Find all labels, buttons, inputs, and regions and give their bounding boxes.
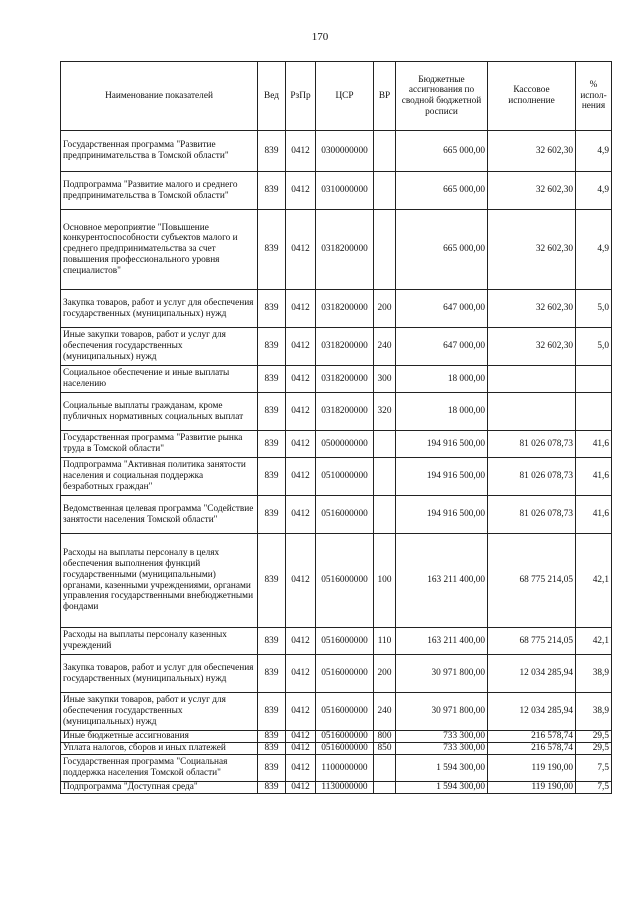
cell-rzpr: 0412	[286, 210, 316, 290]
cell-name: Закупка товаров, работ и услуг для обеспечения государственных (муниципальных) нужд	[61, 290, 258, 328]
cell-vr: 850	[374, 743, 396, 755]
cell-cash: 81 026 078,73	[488, 431, 576, 458]
cell-cash: 119 190,00	[488, 755, 576, 782]
cell-csr: 0300000000	[316, 131, 374, 172]
header-ved: Вед	[258, 62, 286, 131]
cell-name: Ведомственная целевая программа "Содействие занятости населения Томской области"	[61, 496, 258, 534]
table-row	[61, 628, 612, 655]
cell-percent	[576, 366, 612, 393]
cell-budget: 733 300,00	[396, 731, 488, 743]
cell-percent: 41,6	[576, 458, 612, 496]
header-csr: ЦСР	[316, 62, 374, 131]
cell-budget: 665 000,00	[396, 210, 488, 290]
cell-percent: 41,6	[576, 496, 612, 534]
cell-percent: 38,9	[576, 693, 612, 731]
table-row	[61, 366, 612, 393]
cell-name: Подпрограмма "Активная политика занятости населения и социальная поддержка безработных граждан"	[61, 458, 258, 496]
cell-rzpr: 0412	[286, 755, 316, 782]
table-row	[61, 290, 612, 328]
cell-csr: 0310000000	[316, 172, 374, 210]
cell-budget: 30 971 800,00	[396, 693, 488, 731]
cell-csr: 0318200000	[316, 210, 374, 290]
table-row	[61, 534, 612, 628]
cell-name: Иные закупки товаров, работ и услуг для обеспечения государственных (муниципальных) нужд	[61, 693, 258, 731]
cell-percent: 41,6	[576, 431, 612, 458]
cell-budget: 647 000,00	[396, 328, 488, 366]
cell-ved: 839	[258, 431, 286, 458]
cell-cash	[488, 393, 576, 431]
cell-cash: 32 602,30	[488, 328, 576, 366]
cell-vr	[374, 782, 396, 794]
cell-csr: 1130000000	[316, 782, 374, 794]
cell-percent: 38,9	[576, 655, 612, 693]
cell-budget: 647 000,00	[396, 290, 488, 328]
cell-name: Расходы на выплаты персоналу казенных учреждений	[61, 628, 258, 655]
header-budget: Бюджетные ассигнования по сводной бюджетной росписи	[396, 62, 488, 131]
cell-ved: 839	[258, 328, 286, 366]
cell-cash: 32 602,30	[488, 131, 576, 172]
cell-rzpr: 0412	[286, 290, 316, 328]
table-row	[61, 458, 612, 496]
header-percent: % испол-нения	[576, 62, 612, 131]
cell-budget: 1 594 300,00	[396, 755, 488, 782]
cell-cash: 12 034 285,94	[488, 655, 576, 693]
cell-budget: 18 000,00	[396, 366, 488, 393]
cell-csr: 0516000000	[316, 693, 374, 731]
table-header-row	[61, 62, 612, 131]
cell-vr	[374, 431, 396, 458]
cell-percent: 5,0	[576, 290, 612, 328]
cell-percent: 4,9	[576, 131, 612, 172]
cell-vr	[374, 496, 396, 534]
cell-name: Подпрограмма "Доступная среда"	[61, 782, 258, 794]
cell-rzpr: 0412	[286, 782, 316, 794]
cell-ved: 839	[258, 534, 286, 628]
cell-rzpr: 0412	[286, 431, 316, 458]
cell-rzpr: 0412	[286, 534, 316, 628]
cell-csr: 0516000000	[316, 731, 374, 743]
cell-ved: 839	[258, 131, 286, 172]
cell-csr: 0516000000	[316, 496, 374, 534]
cell-rzpr: 0412	[286, 693, 316, 731]
table-row	[61, 755, 612, 782]
cell-vr	[374, 210, 396, 290]
cell-percent: 42,1	[576, 534, 612, 628]
table-row	[61, 131, 612, 172]
cell-csr: 0318200000	[316, 393, 374, 431]
cell-ved: 839	[258, 755, 286, 782]
cell-cash: 81 026 078,73	[488, 496, 576, 534]
cell-rzpr: 0412	[286, 393, 316, 431]
cell-percent: 42,1	[576, 628, 612, 655]
cell-cash: 119 190,00	[488, 782, 576, 794]
cell-name: Уплата налогов, сборов и иных платежей	[61, 743, 258, 755]
table-row	[61, 496, 612, 534]
cell-budget: 194 916 500,00	[396, 496, 488, 534]
cell-name: Основное мероприятие "Повышение конкурентоспособности субъектов малого и среднего предпринимательства за счет повышения профессионального уровня специалистов"	[61, 210, 258, 290]
cell-vr: 100	[374, 534, 396, 628]
cell-ved: 839	[258, 693, 286, 731]
table-row	[61, 782, 612, 794]
cell-name: Закупка товаров, работ и услуг для обеспечения государственных (муниципальных) нужд	[61, 655, 258, 693]
cell-csr: 1100000000	[316, 755, 374, 782]
header-cash: Кассовое исполнение	[488, 62, 576, 131]
cell-csr: 0318200000	[316, 328, 374, 366]
cell-ved: 839	[258, 172, 286, 210]
cell-rzpr: 0412	[286, 655, 316, 693]
cell-name: Социальное обеспечение и иные выплаты населению	[61, 366, 258, 393]
cell-csr: 0318200000	[316, 366, 374, 393]
cell-name: Иные бюджетные ассигнования	[61, 731, 258, 743]
table-row	[61, 172, 612, 210]
cell-name: Расходы на выплаты персоналу в целях обеспечения выполнения функций государственными (муниципальными) органами, казенными учреждениями, органами управления государственными внебюджетными фондами	[61, 534, 258, 628]
cell-percent: 29,5	[576, 731, 612, 743]
cell-rzpr: 0412	[286, 458, 316, 496]
cell-budget: 30 971 800,00	[396, 655, 488, 693]
cell-rzpr: 0412	[286, 366, 316, 393]
cell-name: Иные закупки товаров, работ и услуг для обеспечения государственных (муниципальных) нужд	[61, 328, 258, 366]
table-row	[61, 655, 612, 693]
table-row	[61, 210, 612, 290]
cell-vr	[374, 172, 396, 210]
cell-cash: 216 578,74	[488, 743, 576, 755]
cell-cash: 81 026 078,73	[488, 458, 576, 496]
cell-ved: 839	[258, 743, 286, 755]
cell-budget: 194 916 500,00	[396, 431, 488, 458]
table-row	[61, 743, 612, 755]
budget-execution-table	[60, 61, 612, 794]
cell-csr: 0318200000	[316, 290, 374, 328]
cell-vr	[374, 131, 396, 172]
cell-vr: 200	[374, 655, 396, 693]
cell-rzpr: 0412	[286, 172, 316, 210]
cell-vr: 200	[374, 290, 396, 328]
cell-rzpr: 0412	[286, 131, 316, 172]
cell-cash: 216 578,74	[488, 731, 576, 743]
cell-ved: 839	[258, 210, 286, 290]
cell-ved: 839	[258, 393, 286, 431]
cell-cash: 12 034 285,94	[488, 693, 576, 731]
cell-cash: 68 775 214,05	[488, 628, 576, 655]
cell-csr: 0516000000	[316, 655, 374, 693]
cell-csr: 0516000000	[316, 628, 374, 655]
cell-budget: 1 594 300,00	[396, 782, 488, 794]
cell-ved: 839	[258, 458, 286, 496]
cell-ved: 839	[258, 290, 286, 328]
cell-vr	[374, 458, 396, 496]
cell-ved: 839	[258, 628, 286, 655]
cell-rzpr: 0412	[286, 496, 316, 534]
cell-vr: 240	[374, 328, 396, 366]
cell-ved: 839	[258, 655, 286, 693]
table-row	[61, 693, 612, 731]
cell-ved: 839	[258, 731, 286, 743]
header-vr: ВР	[374, 62, 396, 131]
table-row	[61, 328, 612, 366]
cell-rzpr: 0412	[286, 328, 316, 366]
cell-cash	[488, 366, 576, 393]
cell-csr: 0500000000	[316, 431, 374, 458]
cell-vr: 240	[374, 693, 396, 731]
cell-vr	[374, 755, 396, 782]
table-row	[61, 393, 612, 431]
cell-name: Государственная программа "Развитие предпринимательства в Томской области"	[61, 131, 258, 172]
cell-cash: 68 775 214,05	[488, 534, 576, 628]
cell-name: Подпрограмма "Развитие малого и среднего предпринимательства в Томской области"	[61, 172, 258, 210]
cell-percent: 7,5	[576, 755, 612, 782]
cell-percent: 4,9	[576, 172, 612, 210]
cell-csr: 0510000000	[316, 458, 374, 496]
cell-vr: 800	[374, 731, 396, 743]
cell-rzpr: 0412	[286, 628, 316, 655]
cell-name: Государственная программа "Развитие рынка труда в Томской области"	[61, 431, 258, 458]
cell-ved: 839	[258, 366, 286, 393]
cell-ved: 839	[258, 496, 286, 534]
cell-name: Государственная программа "Социальная поддержка населения Томской области"	[61, 755, 258, 782]
cell-cash: 32 602,30	[488, 290, 576, 328]
cell-rzpr: 0412	[286, 743, 316, 755]
cell-budget: 163 211 400,00	[396, 534, 488, 628]
cell-percent: 5,0	[576, 328, 612, 366]
cell-cash: 32 602,30	[488, 210, 576, 290]
cell-percent: 29,5	[576, 743, 612, 755]
cell-percent: 7,5	[576, 782, 612, 794]
cell-vr: 320	[374, 393, 396, 431]
table-row	[61, 731, 612, 743]
header-rzpr: РзПр	[286, 62, 316, 131]
cell-rzpr: 0412	[286, 731, 316, 743]
cell-csr: 0516000000	[316, 743, 374, 755]
header-name: Наименование показателей	[61, 62, 258, 131]
cell-budget: 163 211 400,00	[396, 628, 488, 655]
cell-cash: 32 602,30	[488, 172, 576, 210]
page-number: 170	[311, 31, 329, 43]
table-row	[61, 431, 612, 458]
cell-percent	[576, 393, 612, 431]
cell-vr: 300	[374, 366, 396, 393]
cell-budget: 665 000,00	[396, 131, 488, 172]
cell-name: Социальные выплаты гражданам, кроме публичных нормативных социальных выплат	[61, 393, 258, 431]
cell-vr: 110	[374, 628, 396, 655]
cell-ved: 839	[258, 782, 286, 794]
cell-csr: 0516000000	[316, 534, 374, 628]
cell-budget: 18 000,00	[396, 393, 488, 431]
cell-budget: 733 300,00	[396, 743, 488, 755]
cell-percent: 4,9	[576, 210, 612, 290]
cell-budget: 665 000,00	[396, 172, 488, 210]
cell-budget: 194 916 500,00	[396, 458, 488, 496]
